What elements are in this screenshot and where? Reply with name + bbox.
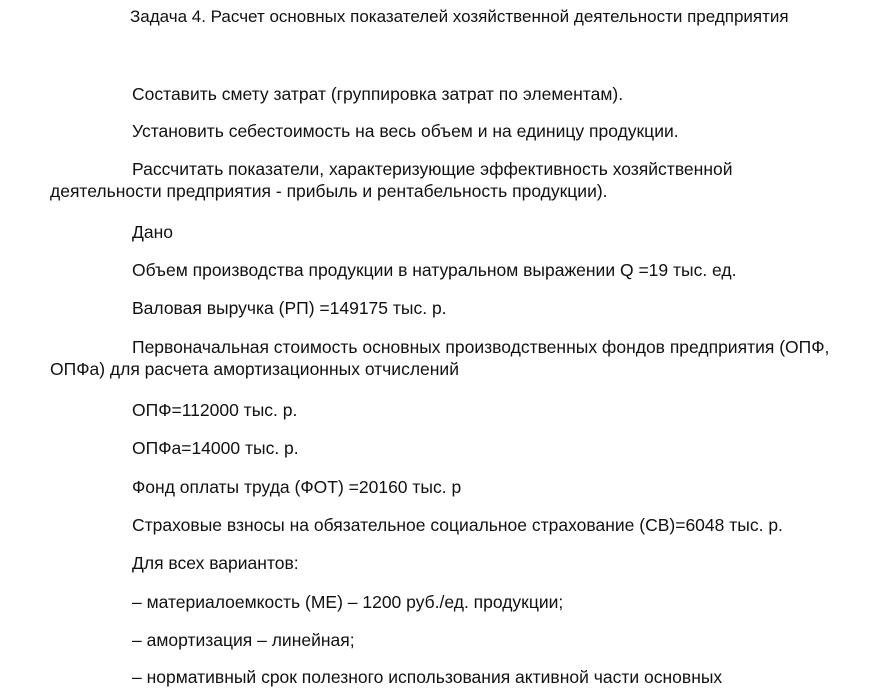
list-item: – нормативный срок полезного использования активной части основных [132,667,723,687]
paragraph: Для всех вариантов: [132,553,299,573]
paragraph: Первоначальная стоимость основных производственных фондов предприятия (ОПФ, ОПФа) для расчета амортизационных отчислений [50,337,830,379]
paragraph: Фонд оплаты труда (ФОТ) =20160 тыс. р [132,477,462,497]
paragraph: Объем производства продукции в натуральном выражении Q =19 тыс. ед. [132,260,737,280]
list-item: – материалоемкость (МЕ) – 1200 руб./ед. продукции; [132,592,564,612]
paragraph: Страховые взносы на обязательное социальное страхование (СВ)=6048 тыс. р. [132,515,783,535]
paragraph: Рассчитать показатели, характеризующие эффективность хозяйственной деятельности предприятия - прибыль и рентабельность продукции). [50,159,733,201]
paragraph: Составить смету затрат (группировка затрат по элементам). [132,84,624,104]
paragraph: ОПФа=14000 тыс. р. [132,438,299,458]
paragraph: Установить себестоимость на весь объем и на единицу продукции. [132,121,679,141]
document-title: Задача 4. Расчет основных показателей хозяйственной деятельности предприятия [130,7,789,26]
paragraph: Валовая выручка (РП) =149175 тыс. р. [132,298,447,318]
paragraph: Дано [132,222,173,242]
list-item: – амортизация – линейная; [132,630,355,650]
paragraph: ОПФ=112000 тыс. р. [132,400,298,420]
